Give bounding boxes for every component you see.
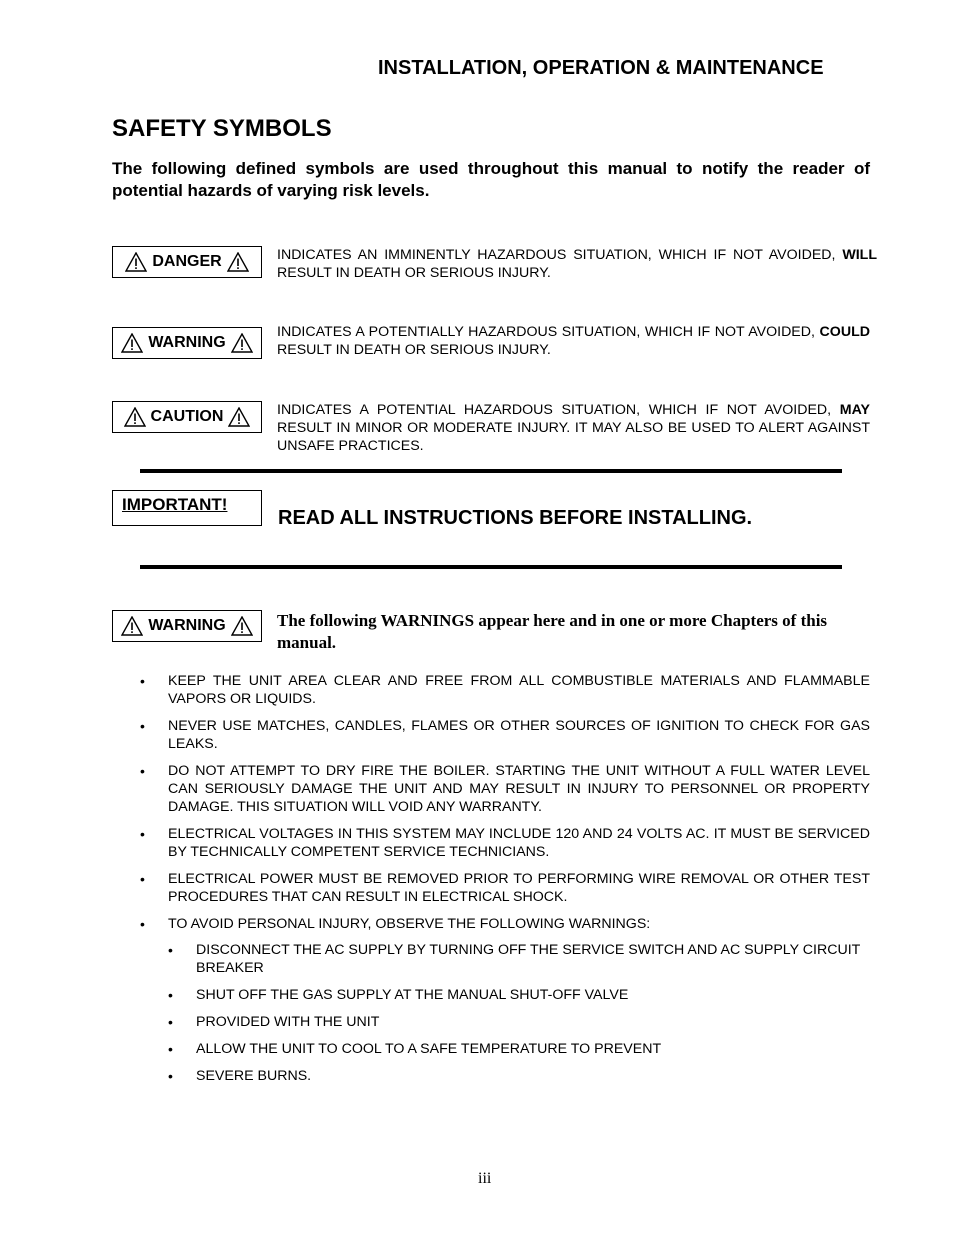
danger-desc-emphasis: WILL [842,247,877,263]
caution-label: CAUTION [150,408,224,425]
important-label: IMPORTANT! [122,495,228,514]
warning-triangle-icon [228,407,250,427]
warnings-list [140,672,870,1094]
caution-label-box [112,401,262,433]
caution-desc-emphasis: MAY [839,402,870,418]
warning-desc-text-end: RESULT IN DEATH OR SERIOUS INJURY. [277,342,551,358]
caution-description [277,401,870,455]
warning-triangle-icon [231,616,253,636]
important-message: READ ALL INSTRUCTIONS BEFORE INSTALLING. [278,507,753,529]
warnings-note: The following WARNINGS appear here and in one or more Chapters of this manual. [277,611,828,652]
page-title: SAFETY SYMBOLS [112,115,332,142]
warning-triangle-icon [231,333,253,353]
warning-triangle-icon [227,252,249,272]
list-item: • DO NOT ATTEMPT TO DRY FIRE THE BOILER. STARTING THE UNIT WITHOUT A FULL WATER LEVEL CAN SERIOUSLY DAMAGE THE UNIT AND MAY RESULT IN INJURY TO PERSONNEL OR PROPERTY DAMAGE. THIS SITUATION WILL VOID ANY WARRANTY. [140,762,870,816]
divider-rule [140,469,842,473]
list-item [140,915,870,1085]
list-item: • ELECTRICAL VOLTAGES IN THIS SYSTEM MAY INCLUDE 120 AND 24 VOLTS AC. IT MUST BE SERVICED BY TECHNICALLY COMPETENT SERVICE TECHNICIANS. [140,825,870,861]
warning-triangle-icon [124,407,146,427]
warning-description [277,323,870,359]
warning-triangle-icon [121,333,143,353]
list-item: • ELECTRICAL POWER MUST BE REMOVED PRIOR TO PERFORMING WIRE REMOVAL OR OTHER TEST PROCEDURES THAT CAN RESULT IN ELECTRICAL SHOCK. [140,870,870,906]
list-item: • KEEP THE UNIT AREA CLEAR AND FREE FROM ALL COMBUSTIBLE MATERIALS AND FLAMMABLE VAPORS OR LIQUIDS. [140,672,870,708]
intro-paragraph: The following defined symbols are used throughout this manual to notify the reader of potential hazards of varying risk levels. [112,159,870,200]
sub-list-item: • SEVERE BURNS. [168,1067,870,1085]
page-header: INSTALLATION, OPERATION & MAINTENANCE [378,57,824,79]
caution-desc-text: INDICATES A POTENTIAL HAZARDOUS SITUATION, WHICH IF NOT AVOIDED, [277,402,840,418]
sub-list-item: • ALLOW THE UNIT TO COOL TO A SAFE TEMPERATURE TO PREVENT [168,1040,870,1058]
danger-desc-text: INDICATES AN IMMINENTLY HAZARDOUS SITUATION, WHICH IF NOT AVOIDED, [277,247,843,263]
danger-label: DANGER [152,253,222,270]
warning-desc-emphasis: COULD [819,324,870,340]
sub-list-item: • DISCONNECT THE AC SUPPLY BY TURNING OFF THE SERVICE SWITCH AND AC SUPPLY CIRCUIT BREAKER [168,941,870,977]
warning-label: WARNING [148,334,226,351]
list-item: • NEVER USE MATCHES, CANDLES, FLAMES OR OTHER SOURCES OF IGNITION TO CHECK FOR GAS LEAKS. [140,717,870,753]
warning-triangle-icon [125,252,147,272]
sub-warnings-list [168,941,870,1085]
divider-rule [140,565,842,569]
sub-list-item: • SHUT OFF THE GAS SUPPLY AT THE MANUAL SHUT-OFF VALVE [168,986,870,1004]
page-number: iii [478,1170,492,1187]
important-label-box [112,490,262,526]
danger-description [277,246,877,282]
danger-desc-text-end: RESULT IN DEATH OR SERIOUS INJURY. [277,265,551,281]
warning-triangle-icon [121,616,143,636]
warnings-section-label-box [112,610,262,642]
sub-list-item: • PROVIDED WITH THE UNIT [168,1013,870,1031]
warning-desc-text: INDICATES A POTENTIALLY HAZARDOUS SITUATION, WHICH IF NOT AVOIDED, [277,324,820,340]
caution-desc-text-end: RESULT IN MINOR OR MODERATE INJURY. IT MAY ALSO BE USED TO ALERT AGAINST UNSAFE PRACTICES. [277,420,870,454]
warning-label-box [112,327,262,359]
danger-label-box [112,246,262,278]
warnings-section-label: WARNING [148,617,226,634]
list-item-text: TO AVOID PERSONAL INJURY, OBSERVE THE FOLLOWING WARNINGS: [168,916,651,932]
